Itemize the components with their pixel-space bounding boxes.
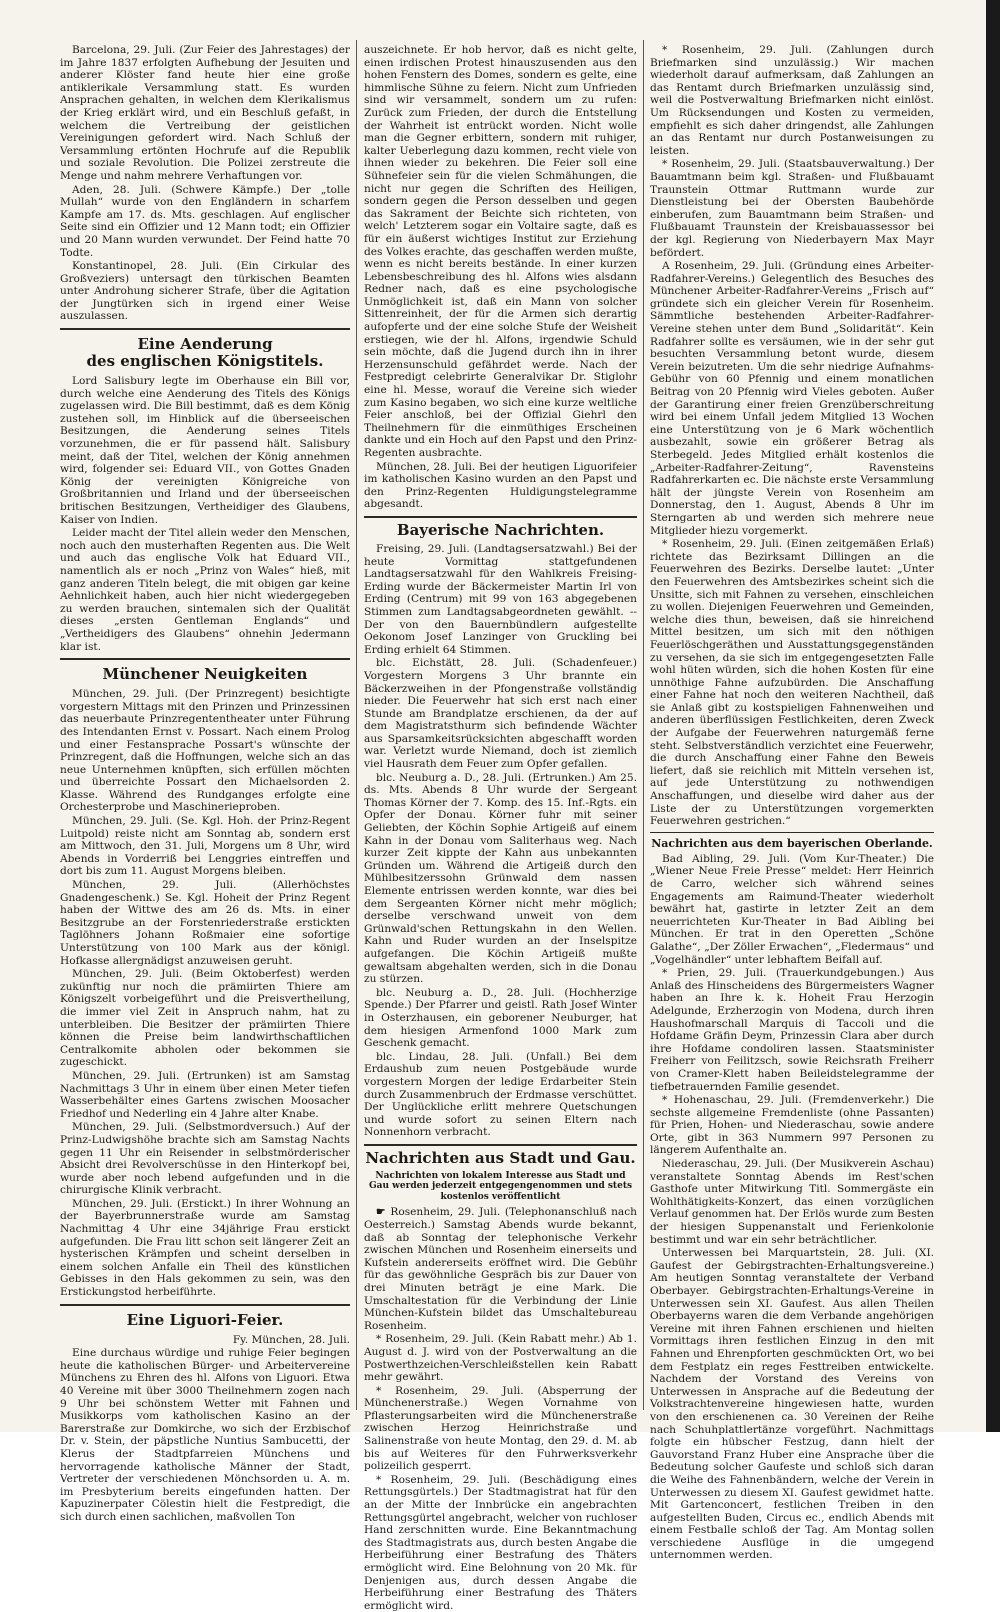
article-muenchen: München, 29. Juli. (Der Prinzregent) besichtigte vorgestern Mittags mit den Prinzen und Prinzessinen das neuerbaute Prinzregententheater unter Führung des Intendanten Ernst v. Possart. Nach einem Prolog und einer Festansprache Possart's wünschte der Prinzregent, daß die Hoffnungen, welche sich an das neue Unternehmen knüpften, sich erfüllen möchten und überreichte Possart den Michaelsorden 2. Klasse. Während des Rundganges erfolgte eine Orchesterprobe und Maschinerieproben. <box>60 688 350 814</box>
article-text: Rosenheim, 29. Juli. (Telephonanschluß nach Oesterreich.) Samstag Abends wurde bekannt, daß ab Sonntag der telephonische Verkehr zwischen München und Rosenheim einerseits und Kufstein andererseits eröffnet wird. Die Gebühr für das gewöhnliche Gespräch bis zur Dauer von drei Minuten beträgt je eine Mark. Die Umschaltestation für die Verbindung der Linie München-Kufstein bildet das Umschaltebureau Rosenheim. <box>364 1206 638 1332</box>
article-paragraph: München, 28. Juli. Bei der heutigen Liguorifeier im katholischen Kasino wurden an den Papst und den Prinz-Regenten Huldigungstelegramme abgesandt. <box>364 460 637 511</box>
section-title: des englischen Königstitels. <box>86 352 324 371</box>
article-freising: Freising, 29. Juli. (Landtagsersatzwahl.) Bei der heute Vormittag stattgefundenen Landtagsersatzwahl für den Wahlkreis Freising-Erding wurde der Bäckermeister Martin Irl von Erding (Centrum) mit 99 von 163 abgegebenen Stimmen zum Landtagsabgeordneten gewählt. -- Der von den Bauernbündlern aufgestellte Oekonom Josef Lanzinger von Gruckling bei Erding erhielt 64 Stimmen. <box>364 542 637 656</box>
section-title: Eine Liguori-Feier. <box>126 1310 284 1329</box>
section-title: Eine Aenderung <box>137 335 273 354</box>
article-lindau: blc. Lindau, 28. Juli. (Unfall.) Bei dem Erdaushub zum neuen Postgebäude wurde vorgestern Morgen der ledige Erdarbeiter Stein durch Zusammenbruch der Erdmasse verschüttet. Der Unglückliche erlitt mehrere Quetschungen und wurde sofort zu seinen Eltern nach Nonnenhorn verbracht. <box>364 1050 637 1139</box>
article-paragraph: auszeichnete. Er hob hervor, daß es nicht gelte, einen irdischen Protest hinauszusenden aus den hohen Fenstern des Domes, sondern es gelte, eine himmlische Sühne zu feiern. Nicht zum Unfrieden sind wir versammelt, sondern um zu rufen: Zurück zum Frieden, der durch die Entstellung der Wahrheit ist entrückt worden. Nicht wolle man die Gegner erbittern, sondern mit ruhiger, kalter Ueberlegung dazu kommen, recht viele von ihnen wieder zu bekehren. Die Feier soll eine Sühnefeier sein für die vielen Schmähungen, die nicht nur gegen die Schriften des Heiligen, sondern gegen die Person desselben und gegen das Sakrament der Beichte sich richteten, von welch' Letzterem sogar ein Voltaire sagte, daß es für ein äußerst wichtiges Institut zur Erziehung des Volkes erachte, das geschaffen werden mußte, wenn es nicht bereits bestände. In einer kurzen Lebensbeschreibung des hl. Alfons wies alsdann Redner nach, daß es eine psychologische Unmöglichkeit ist, daß ein Mann von solcher Sittenreinheit, der für die Armen sich derartig aufopferte und der eine solche Stufe der Weisheit erstiegen, wie der hl. Alfons, irgendwie Schuld sein möchte, daß die Jugend durch ihn in ihrer Herzensunschuld gefährdet werde. Nach der Festpredigt celebrirte Generalvikar Dr. Stiglohr eine hl. Messe, worauf die Vereine sich wieder zum Kasino begaben, wo sich eine kurze weltliche Feier anschloß, bei der Offizial Giehrl den Theilnehmern für die einmüthiges Erscheinen dankte und ein Hoch auf den Papst und den Prinz-Regenten ausbrachte. <box>364 44 637 459</box>
article-niederaschau: Niederaschau, 29. Juli. (Der Musikverein Aschau) veranstaltete Sonntag Abends im Rest'schen Gasthofe unter Mitwirkung Titl. Sommergäste ein Wohlthätigkeits-Konzert, das einen vorzüglichen Verlauf genommen hat. Der Erlös wurde zum Besten der hiesigen Suppenanstalt und Ferienkolonie bestimmt und war ein sehr beträchtlicher. <box>650 1158 934 1246</box>
article-muenchen: München, 29. Juli. (Beim Oktoberfest) werden zukünftig nur noch die prämiirten Thiere am Königszelt vorbeigeführt und die Preisvertheilung, die immer viel Zeit in Anspruch nahm, hat zu unterbleiben. Die Besitzer der prämiirten Thiere können die Preise beim landwirthschaftlichen Centralkomite abholen oder bekommen sie zugeschickt. <box>60 968 350 1069</box>
dateline: Fy. München, 28. Juli. <box>232 1333 350 1346</box>
article-rosenheim: * Rosenheim, 29. Juli. (Zahlungen durch Briefmarken sind unzulässig.) Wir machen wiederholt darauf aufmerksam, daß Zahlungen an das Rentamt durch Briefmarken unzulässig sind, weil die Postverwaltung Briefmarken nicht einlöst. Um Rücksendungen und Kosten zu vermeiden, empfiehlt es sich daher dringendst, alle Zahlungen an das Rentamt nur durch Postanweisungen zu leisten. <box>650 44 934 157</box>
article-rosenheim: * Rosenheim, 29. Juli. (Staatsbauverwaltung.) Der Bauamtmann beim kgl. Straßen- und Flußbauamt Traunstein Ottmar Ruttmann wurde zur Dienstleistung bei der Obersten Baubehörde einberufen, zum Bauamtmann beim Straßen- und Flußbauamt Traunstein der Kreisbauassessor bei der kgl. Regierung von Niederbayern Max Mayr befördert. <box>650 158 934 259</box>
divider <box>60 658 350 660</box>
article-rosenheim: * Rosenheim, 29. Juli. (Kein Rabatt mehr.) Ab 1. August d. J. wird von der Postverwaltung an die Postwerthzeichen-Verschleißstellen kein Rabatt mehr gewährt. <box>364 1333 637 1384</box>
divider <box>60 328 350 330</box>
section-title: Nachrichten aus dem bayerischen Oberlande. <box>651 836 933 850</box>
article-paragraph: Eine durchaus würdige und ruhige Feier begingen heute die katholischen Bürger- und Arbeitervereine Münchens zu Ehren des hl. Alfons von Liguori. Etwa 40 Vereine mit über 3000 Theilnehmern zogen nach 9 Uhr bei schönstem Wetter mit Fahnen und Musikkorps vom katholischen Kasino an der Barerstraße zur Domkirche, wo sich der Erzbischof Dr. v. Stein, der päpstliche Nuntius Sambucetti, der Klerus der Stadtpfarreien Münchens und hervorragende katholische Männer der Stadt, Vertreter der verschiedenen Mönchsorden u. A. m. im Presbyterium bereits eingefunden hatten. Der Kapuzinerpater Cölestin hielt die Festpredigt, die sich durch einen sachlichen, maßvollen Ton <box>60 1347 350 1523</box>
column-2 <box>364 44 638 1612</box>
article-rosenheim <box>364 1206 637 1332</box>
article-neuburg: blc. Neuburg a. D., 28. Juli. (Hochherzige Spende.) Der Pfarrer und geistl. Rath Josef Winter in Osterzhausen, ein geborener Neuburger, hat dem hiesigen Armenfond 1000 Mark zum Geschenk gemacht. <box>364 986 637 1050</box>
column-3 <box>650 44 934 1562</box>
column-1 <box>60 44 350 1523</box>
article-bad-aibling: Bad Aibling, 29. Juli. (Vom Kur-Theater.) Die „Wiener Neue Freie Presse“ meldet: Herr Heinrich de Carro, welcher sich während seines Engagements am Raimund-Theater wiederholt bewährt hat, gastirte in letzter Zeit an dem neuerrichteten Kur-Theater in Bad Aibling bei München. Er trat in den Operetten „Schöne Galathe“, „Der Zöller Erwachen“, „Fledermaus“ und „Vogelhändler“ unter lebhaftem Beifall auf. <box>650 852 934 966</box>
article-rosenheim: * Rosenheim, 29. Juli. (Absperrung der Münchenerstraße.) Wegen Vornahme von Pflasterungsarbeiten wird die Münchenerstraße zwischen Herzog Heinrichstraße und Salinenstraße von heute Montag, den 29. d. M. ab bis auf Weiteres für den Fuhrwerksverkehr polizeilich gesperrt. <box>364 1384 637 1473</box>
divider <box>650 832 934 833</box>
divider <box>364 516 637 518</box>
article-hohenaschau: * Hohenaschau, 29. Juli. (Fremdenverkehr.) Die sechste allgemeine Fremdenliste (ohne Passanten) für Prien, Hohen- und Niederaschau, sowie andere Orte, gibt in 363 Nummern 997 Personen zu längerem Aufenthalte an. <box>650 1094 934 1157</box>
section-title: Bayerische Nachrichten. <box>396 520 605 539</box>
column-rule <box>643 40 644 1410</box>
article-muenchen: München, 29. Juli. (Erstickt.) In ihrer Wohnung an der Bayerbrunnerstraße wurde am Samstag Nachmittag 4 Uhr eine 34jährige Frau erstickt aufgefunden. Die Frau litt schon seit längerer Zeit an hysterischen Krämpfen und scheint derselben in einem solchen Anfalle ein Theil des künstlichen Gebisses in den Hals gekommen zu sein, was den Erstickungstod herbeiführte. <box>60 1197 350 1299</box>
divider <box>364 1144 637 1146</box>
article-neuburg: blc. Neuburg a. D., 28. Juli. (Ertrunken.) Am 25. ds. Mts. Abends 8 Uhr wurde der Sergeant Thomas Körner der 7. Komp. des 15. Inf.-Rgts. ein Opfer der Donau. Körner fuhr mit seiner Geliebten, der Köchin Sophie Artigeiß auf einem Kahn in der Donau vom Saliterhaus weg. Nach kurzer Zeit kippte der Kahn aus unbekannten Gründen um. Während die Artigeiß durch den Mühlbesitzerssohn Grünwald dem nassen Elemente entrissen werden konnte, war dies bei dem Sergeanten Körner nicht mehr möglich; derselbe verschwand unweit von dem Grünwald'schen Rettungskahn in den Wellen. Kahn und Ruder wurden an der Inselspitze aufgefangen. Die Köchin Artigeiß mußte gewaltsam abgehalten werden, sich in die Donau zu stürzen. <box>364 771 637 986</box>
article-aden: Aden, 28. Juli. (Schwere Kämpfe.) Der „tolle Mullah“ wurde von den Engländern in scharfem Kampfe am 17. ds. Mts. geschlagen. Auf englischer Seite sind ein Offizier und 12 Mann todt; ein Offizier und 20 Mann wurden verwundet. Der Feind hatte 70 Todte. <box>60 183 350 259</box>
article-muenchen: München, 29. Juli. (Ertrunken) ist am Samstag Nachmittags 3 Uhr in einem über einen Meter tiefen Wasserbehälter eines Gartens zwischen Moosacher Friedhof und Nederling ein 4 Jahre alter Knabe. <box>60 1069 350 1120</box>
article-paragraph: Leider macht der Titel allein weder den Menschen, noch auch den musterhaften Regenten aus. Die Welt und auch das englische Volk hat Eduard VII., namentlich als er noch „Prinz von Wales“ hieß, mit ganz anderen Titeln belegt, die mit obigen gar keine Aehnlichkeit haben, auch hier nicht wiedergegeben zu werden brauchen, sintemalen sich der Qualität dieses „ersten Gentleman Englands“ und „Vertheidigers des Glaubens“ ohnehin Jedermann klar ist. <box>60 527 350 653</box>
article-rosenheim: A Rosenheim, 29. Juli. (Gründung eines Arbeiter-Radfahrer-Vereins.) Gelegentlich des Besuches des Münchener Arbeiter-Radfahrer-Vereins „Frisch auf“ gründete sich ein gleicher Verein für Rosenheim. Sämmtliche bestehenden Arbeiter-Radfahrer-Vereine stehen unter dem Bund „Solidarität“. Kein Radfahrer sollte es versäumen, wie in der sehr gut besuchten Versammlung betont wurde, diesem Verein beizutreten. Um die sehr niedrige Aufnahms-Gebühr von 60 Pfennig und einem monatlichen Beitrag von 20 Pfennig wird Vieles geboten. Außer der Garantirung einer freien Grenzüberschreitung wird bei einem Unfall jedem Mitglied 13 Wochen eine Unterstützung von je 6 Mark wöchentlich ausbezahlt, sowie ein größerer Betrag als Sterbegeld. Jedes Mitglied erhält kostenlos die „Arbeiter-Radfahrer-Zeitung“, Ravensteins Radfahrerkarten ec. Die nächste erste Versammlung hält der jüngste Verein von Rosenheim am Donnerstag, den 1. August, Abends 8 Uhr im Sterngarten ab und werden sich mehrere neue Mitglieder hiezu vorgemerkt. <box>650 260 934 537</box>
article-muenchen: München, 29. Juli. (Allerhöchstes Gnadengeschenk.) Se. Kgl. Hoheit der Prinz Regent haben der Wittwe des am 26 ds. Mts. in einer Besitzgrube an der Forstenriederstraße erstickten Taglöhners Johann Roßmaier eine sofortige Unterstützung von 100 Mark aus der königl. Hofkasse allergnädigst anzuweisen geruht. <box>60 879 350 967</box>
pointing-hand-icon: ☛ <box>376 1206 391 1219</box>
article-muenchen: München, 29. Juli. (Se. Kgl. Hoh. der Prinz-Regent Luitpold) reiste nicht am Sonntag ab, sondern erst am Mittwoch, den 31. Juli, Morgens um 8 Uhr, wird Abends in Vorderriß bei Lenggries eintreffen und dort bis zum 11. August Morgens bleiben. <box>60 815 350 878</box>
section-title: Nachrichten aus Stadt und Gau. <box>365 1148 636 1167</box>
article-prien: * Prien, 29. Juli. (Trauerkundgebungen.) Aus Anlaß des Hinscheidens des Bürgermeisters Wagner haben an Ihre k. k. Hoheit Frau Herzogin Adelgunde, Erzherzogin von Modena, durch ihren Haushofmarschall Marquis di Taccoli und die Hofdame Gräfin Deym, Prinzessin Clara aber durch ihre Hofdame condoliren lassen. Staatsminister Freiherr von Feilitzsch, sowie Reichsrath Freiherr von Cramer-Klett haben Beileidstelegramme der tiefbetrauernden Familie gesendet. <box>650 967 934 1093</box>
section-note: Nachrichten von lokalem Interesse aus Stadt und Gau werden jederzeit entgegengenommen und stets kostenlos veröffentlicht <box>368 1170 633 1202</box>
article-muenchen: München, 29. Juli. (Selbstmordversuch.) Auf der Prinz-Ludwigshöhe brachte sich am Samstag Nachts gegen 11 Uhr ein Reisender in selbstmörderischer Absicht drei Revolverschüsse in den Hinterkopf bei, wurde aber noch lebend aufgefunden und in die chirurgische Klinik verbracht. <box>60 1121 350 1197</box>
article-konstantinopel: Konstantinopel, 28. Juli. (Ein Cirkular des Großveziers) untersagt den türkischen Beamten unter Androhung sicherer Strafe, über die Agitation der Jungtürken sich in irgend einer Weise auszulassen. <box>60 260 350 323</box>
article-rosenheim: * Rosenheim, 29. Juli. (Einen zeitgemäßen Erlaß) richtete das Bezirksamt Dillingen an die Feuerwehren des Bezirks. Derselbe lautet: „Unter den Feuerwehren des Amtsbezirkes scheint sich die Unsitte, sich mit Fahnen zu versehen, einschleichen zu wollen. Diejenigen Feuerwehren und Gemeinden, welche dies thun, beweisen, daß sie hinreichend Mittel besitzen, um sich mit den nöthigen Feuerlöschgeräthen und Ausstattungsgegenständen zu versehen, da sie sich im entgegengesetzten Falle wohl hüten würden, sich die hohen Kosten für eine unnöthige Fahne aufzubürden. Die Anschaffung einer Fahne hat noch den weiteren Nachtheil, daß sie Anlaß gibt zu kostspieligen Fahnenweihen und anderen überflüssigen Festlichkeiten, deren Zweck der Aufgabe der Feuerwehren naturgemäß ferne steht. Selbstverständlich verzichtet eine Feuerwehr, die durch Anschaffung einer Fahne den Beweis liefert, daß sie reichlich mit Mitteln versehen ist, auf jede Unterstützung zu nothwendigen Anschaffungen, und dieselbe wird daher aus der Liste der zu Unterstützungen vorgemerkten Feuerwehren gestrichen.“ <box>650 538 934 828</box>
article-rosenheim: * Rosenheim, 29. Juli. (Beschädigung eines Rettungsgürtels.) Der Stadtmagistrat hat für den an der Mitte der Innbrücke ein angebrachten Rettungsgürtel angebracht, welcher von ruchloser Hand zerschnitten wurde. Eine Bekanntmachung des Stadtmagistrats aus, durch besten Angabe die Herbeiführung einer Bestrafung des Thäters ermöglicht wird. Eine Belohnung von 20 Mk. für Denjenigen aus, durch dessen Angabe die Herbeiführung einer Bestrafung des Thäters ermöglicht wird. <box>364 1473 637 1612</box>
divider <box>60 1304 350 1306</box>
scan-edge <box>986 0 1000 1432</box>
article-unterwessen: Unterwessen bei Marquartstein, 28. Juli. (XI. Gaufest der Gebirgstrachten-Erhaltungsvereine.) Am heutigen Sonntag veranstaltete der Verband Oberbayer. Gebirgstrachten-Erhaltungs-Vereine in Unterwessen sein XI. Gaufest. Aus allen Theilen Oberbayerns waren die dem Verbande angehörigen Vereine mit ihren Fahnen erschienen und hielten Vormittags ihren festlichen Einzug in den mit Fahnen und Ehrenpforten geschmückten Ort, wo bei dem Festplatz ein reges Festtreiben entwickelte. Nachdem der Vorstand des Vereins von Unterwessen in Ansprache auf die Bedeutung der Volkstrachtenvereine hingewiesen hatte, wurden von den erschienenen ca. 30 Vereinen der Reihe nach Schuhplattlertänze vorgeführt. Nachmittags folgte ein hübscher Festzug, dann hielt der Gauvorstand Franz Huber eine Ansprache über die Bedeutung solcher Gaufeste und schloß sich daran die Weihe des Fahnenbändern, welche der Verein in Unterwessen zu diesem XI. Gaufest gewidmet hatte. Mit Gartenconcert, festlichen Treiben in den aufgestellten Buden, Circus ec., endlich Abends mit einem Festballe schloß der Tag. Am Montag sollen verschiedene Ausflüge in die umgegend unternommen werden. <box>650 1247 934 1562</box>
article-paragraph: Lord Salisbury legte im Oberhause ein Bill vor, durch welche eine Aenderung des Titels des Königs zugelassen wird. Die Bill bestimmt, daß es dem König zustehen soll, im Hinblick auf die überseeischen Besitzungen, die Aenderung seines Titels vorzunehmen, die er für passend hält. Salisbury meint, daß der Titel, welchen der König annehmen wird, folgender sei: Eduard VII., von Gottes Gnaden König der vereinigten Königreiche von Großbritannien und Irland und der überseeischen britischen Besitzungen, Vertheidiger des Glaubens, Kaiser von Indien. <box>60 375 350 526</box>
article-barcelona: Barcelona, 29. Juli. (Zur Feier des Jahrestages) der im Jahre 1837 erfolgten Aufhebung der Jesuiten und anderer Klöster fand heute hier eine große antiklerikale Versammlung statt. Es wurden Ansprachen gehalten, in welchen dem Klerikalismus der Krieg erklärt wird, und ein Beschluß gefaßt, in welchem die Vertreibung der geistlichen Vereinigungen gefordert wird. Nach Schluß der Versammlung ertönten Hochrufe auf die Republik und soziale Revolution. Die Polizei zerstreute die Menge und nahm mehrere Verhaftungen vor. <box>60 44 350 182</box>
section-title: Münchener Neuigkeiten <box>102 665 308 684</box>
article-eichstaett: blc. Eichstätt, 28. Juli. (Schadenfeuer.) Vorgestern Morgens 3 Uhr brannte ein Bäckerzweihen in der Pfongenstraße vollständig nieder. Die Feuerwehr hat sich erst nach einer Stunde am Brandplatze erschienen, da der auf dem Magistratsthurm sich befindende Wächter aus Sparsamkeitsrücksichten abgeschafft worden war. Verletzt wurde Niemand, doch ist ziemlich viel Hausrath dem Feuer zum Opfer gefallen. <box>364 657 637 771</box>
column-rule <box>356 40 357 1410</box>
